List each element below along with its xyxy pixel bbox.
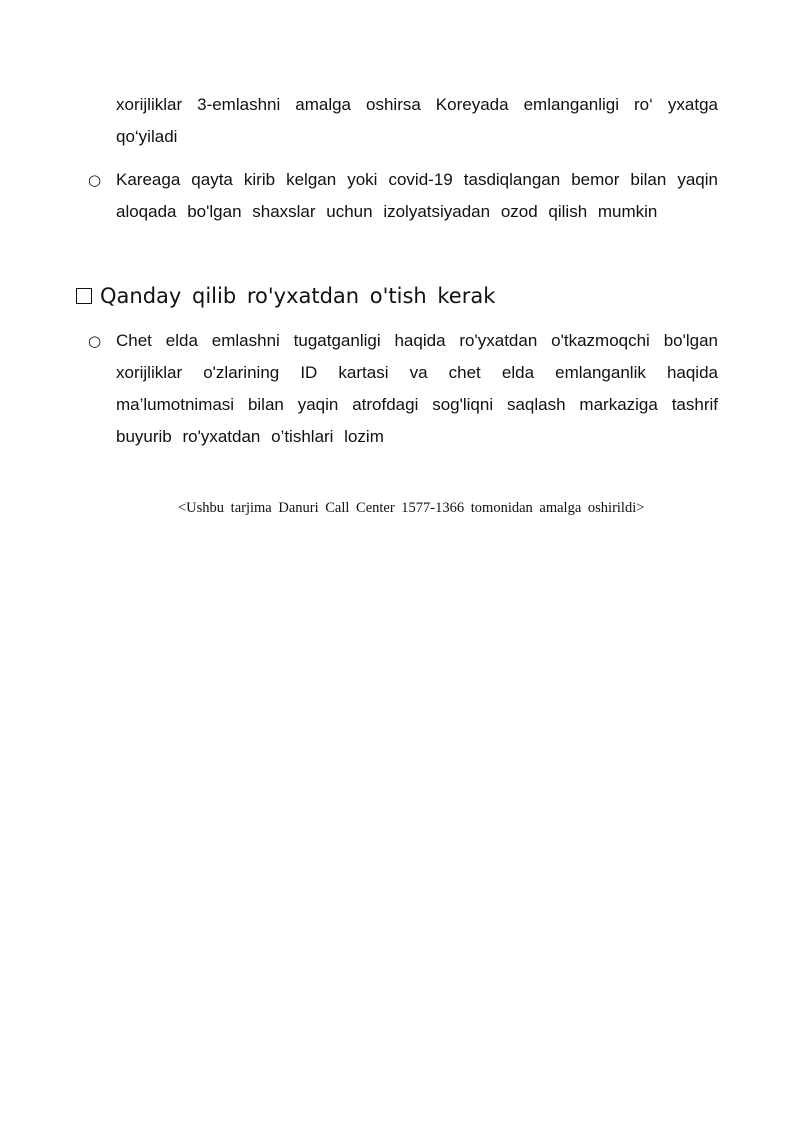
list-item-text: Kareaga qayta kirib kelgan yoki covid-19 tasdiqlangan bemor bilan yaqin aloqada bo'lgan shaxslar uchun izolyatsiyadan ozod qilish mumkin xyxy=(116,170,718,221)
translation-credit-note: <Ushbu tarjima Danuri Call Center 1577-1366 tomonidan amalga oshirildi> xyxy=(178,500,645,516)
section-heading xyxy=(76,281,716,311)
hollow-circle-bullet-icon: ○ xyxy=(88,332,102,350)
hollow-circle-bullet-icon: ○ xyxy=(88,171,102,189)
section-heading-text: Qanday qilib ro'yxatdan o'tish kerak xyxy=(100,284,496,308)
list-item-text: Chet elda emlashni tugatganligi haqida ro'yxatdan o'tkazmoqchi bo'lgan xorijliklar o'zlarining ID kartasi va chet elda emlanganlik haqida ma’lumotnimasi bilan yaqin atrofdagi sog'liqni saqlash markaziga tashrif buyurib ro'yxatdan o’tishlari lozim xyxy=(116,331,718,446)
square-bullet-icon xyxy=(76,288,92,304)
continuation-paragraph: xorijliklar 3-emlashni amalga oshirsa Koreyada emlanganligi ro‘ yxatga qo‘yiladi xyxy=(116,95,718,146)
